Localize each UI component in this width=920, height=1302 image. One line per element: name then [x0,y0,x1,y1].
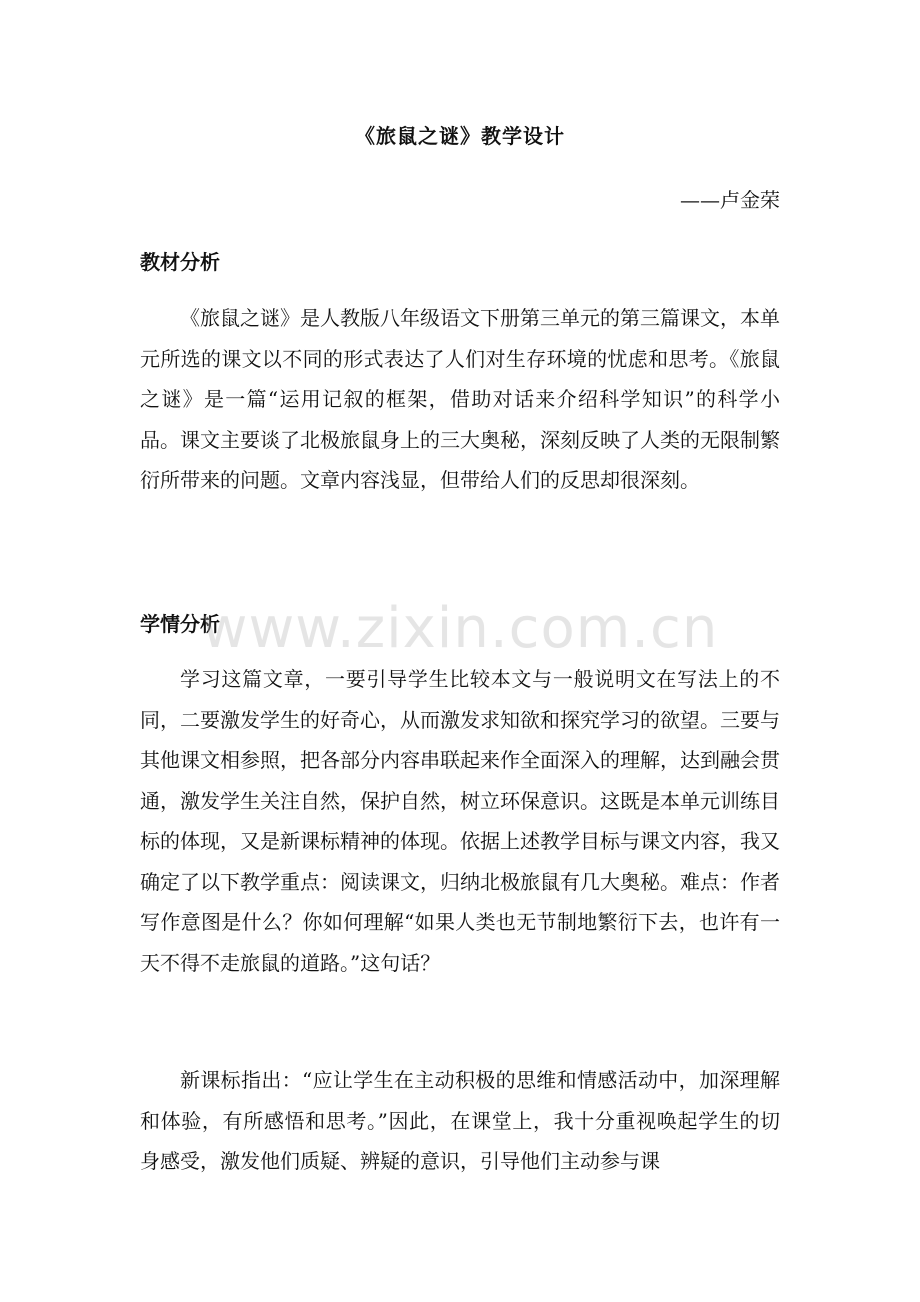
section-heading-materials: 教材分析 [140,250,220,274]
paragraph-materials: 《旅鼠之谜》是人教版八年级语文下册第三单元的第三篇课文，本单元所选的课文以不同的形式表达了人们对生存环境的忧虑和思考。《旅鼠之谜》是一篇“运用记叙的框架，借助对话来介绍科学知识”的科学小品。课文主要谈了北极旅鼠身上的三大奥秘，深刻反映了人类的无限制繁衍所带来的问题。文章内容浅显，但带给人们的反思却很深刻。 [140,306,780,492]
paragraph-students-1: 学习这篇文章，一要引导学生比较本文与一般说明文在写法上的不同，二要激发学生的好奇心，从而激发求知欲和探究学习的欲望。三要与其他课文相参照，把各部分内容串联起来作全面深入的理解，达到融会贯通，激发学生关注自然，保护自然，树立环保意识。这既是本单元训练目标的体现，又是新课标精神的体现。依据上述教学目标与课文内容，我又确定了以下教学重点：阅读课文，归纳北极旅鼠有几大奥秘。难点：作者写作意图是什么？你如何理解“如果人类也无节制地繁衍下去，也许有一天不得不走旅鼠的道路。”这句话？ [140,667,780,975]
author-line: ——卢金荣 [680,188,780,212]
section-heading-students: 学情分析 [140,612,220,636]
watermark: www.zixin.com.cn [201,596,719,661]
paragraph-students-2: 新课标指出：“应让学生在主动积极的思维和情感活动中，加深理解和体验，有所感悟和思考。”因此，在课堂上，我十分重视唤起学生的切身感受，激发他们质疑、辨疑的意识，引导他们主动参与课 [140,1068,780,1173]
document-title: 《旅鼠之谜》教学设计 [355,124,565,148]
